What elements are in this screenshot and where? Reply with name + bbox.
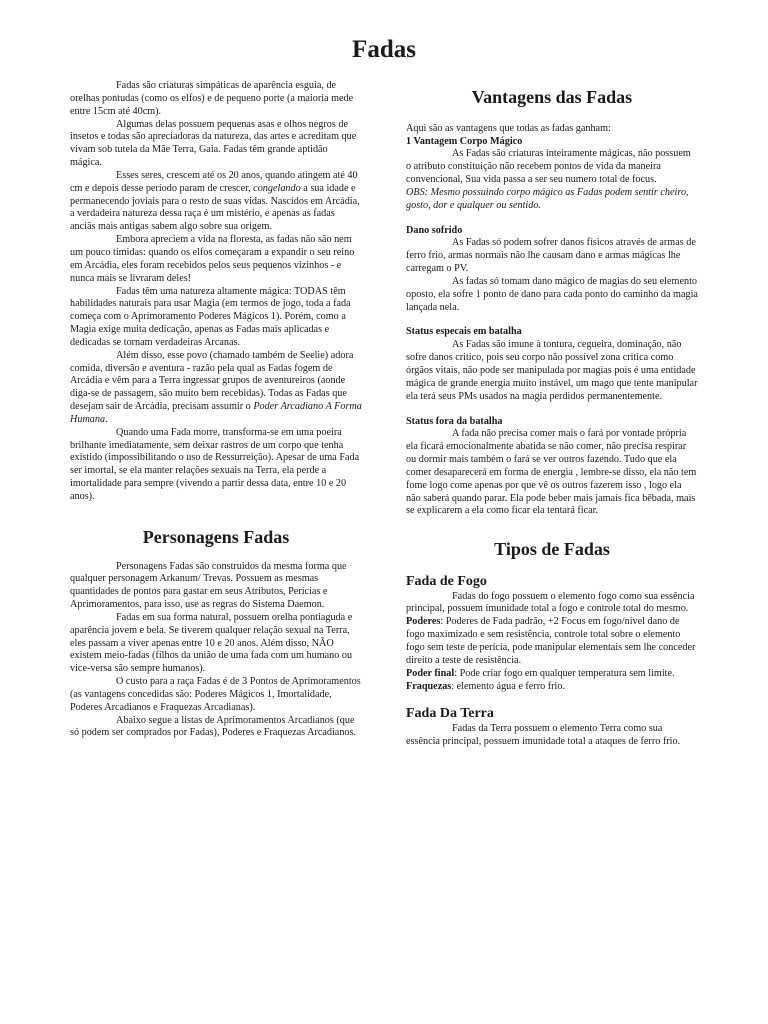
section-title-tipos: Tipos de Fadas bbox=[494, 539, 610, 560]
paragraph bbox=[406, 681, 698, 694]
text-run: : Poderes de Fada padrão, +2 Focus em fogo/nível dano de fogo maximizado e sem resistência, controle total sobre o elemento fogo sem teste de perícia, pode manipular elementais sem lhe conceder direito a teste de resistência. bbox=[406, 616, 696, 666]
paragraph: Quando uma Fada morre, transforma-se em uma poeira brilhante imediatamente, sem deixar rastros de um corpo que tenha existido (impossibilitando o uso de Ressurreição). Apesar de uma Fada ser imortal, se ela manter relações sexuais na Terra, ela perde a imortalidade para sempre (vivendo a partir dessa data, entre 10 e 20 anos). bbox=[70, 426, 360, 502]
paragraph: Fadas da Terra possuem o elemento Terra como sua essência principal, possuem imunidade total a ataques de ferro frio. bbox=[406, 722, 681, 747]
text-run: a sua idade e permanecendo joviais para o resto de suas vidas. Nascidos em Arcádia, a verdadeira natureza dessa raça é um mistério, e apenas as fadas anciãs mais antigas sabem algo sobre sua origem. bbox=[70, 182, 360, 233]
bold-label: Poder final bbox=[406, 667, 455, 679]
subsection-title: Dano sofrido bbox=[406, 224, 463, 236]
subsection-title: Status fora da batalha bbox=[406, 415, 503, 427]
paragraph bbox=[70, 170, 362, 234]
text-run: : elemento água e ferro frio. bbox=[451, 680, 565, 692]
subsection-title: Status especais em batalha bbox=[406, 326, 522, 338]
paragraph: Fadas têm uma natureza altamente mágica: TODAS têm habilidades naturais para usar Magia (em termos de jogo, toda a fada começa com o Aprimoramento Poderes Mágicos 1). Porém, como a Magia exige muita dedicação, apenas as Fadas mais aplicadas e dedicadas se tornam verdadeiras Arcanas. bbox=[70, 285, 351, 348]
paragraph bbox=[406, 616, 698, 667]
obs-note: OBS: Mesmo possuindo corpo mágico as Fadas podem sentir cheiro, gosto, dor e qualquer ou sentido. bbox=[406, 186, 689, 211]
italic-text: Poder Arcadiano A Forma Humana bbox=[70, 401, 362, 425]
paragraph: Fadas são criaturas simpáticas de aparência esguia, de orelhas pontudas (como os elfos) e de pequeno porte (a maioria mede entre 15cm até 40cm). bbox=[70, 80, 354, 117]
section-title-vantagens: Vantagens das Fadas bbox=[471, 87, 633, 107]
paragraph: Fadas do fogo possuem o elemento fogo como sua essência principal, possuem imunidade total a fogo e controle total do mesmo. bbox=[406, 590, 695, 615]
text-run: Além disso, esse povo (chamado também de Seelie) adora comida, diversão e aventura - razão pela qual as Fadas fogem de Arcádia e vêm para a Terra ingressar grupos de aventureiros (aonde diga-se de passagem, são muito bem recebidas). Todas as Fadas que desejam sair de Arcádia, precisam assumir o bbox=[70, 349, 354, 413]
text-run: Esses seres, crescem até os 20 anos, quando atingem até 40 cm e depois desse período param de crescer, bbox=[70, 169, 358, 194]
right-column bbox=[406, 86, 698, 749]
text-run: : Pode criar fogo em qualquer temperatura sem limite. bbox=[454, 667, 675, 679]
left-column bbox=[70, 80, 362, 740]
paragraph: As Fadas são criaturas inteiramente mágicas, não possuem o atributo constituição não recebem pontos de vida da maneira convencional, Sua vida passa a ser seu numero total de focus. bbox=[406, 148, 691, 186]
fada-terra-title: Fada Da Terra bbox=[406, 706, 494, 722]
paragraph: Fadas em sua forma natural, possuem orelha pontiaguda e aparência jovem e bela. Se tiverem qualquer relação sexual na Terra, eles passam a viver apenas entre 10 e 20 anos. Além disso, NÃO existem meio-fadas (filhos da união de uma fada com um humano ou vice-versa são sempre humanos). bbox=[70, 611, 353, 675]
paragraph: Embora apreciem a vida na floresta, as fadas não são nem um pouco tímidas: quando os elfos começaram a expandir o seu reino em Arcádia, eles foram recebidos pelos seus pequenos vizinhos - e nunca mais se livraram deles! bbox=[70, 234, 355, 284]
bold-label: Fraquezas bbox=[406, 680, 452, 692]
paragraph: As Fadas só podem sofrer danos físicos através de armas de ferro frio, armas normais não lhe causam dano e armas mágicas lhe carregam o PV. bbox=[406, 237, 696, 275]
italic-text: congelando bbox=[253, 182, 301, 194]
subsection-title: 1 Vantagem Corpo Mágico bbox=[406, 135, 523, 147]
section-title-personagens: Personagens Fadas bbox=[142, 526, 290, 547]
paragraph bbox=[70, 350, 362, 427]
text-run: . bbox=[105, 413, 108, 425]
page-title: Fadas bbox=[352, 36, 416, 63]
paragraph: As Fadas são imune à tontura, cegueira, dominação, não sofre danos critico, pois seu corpo não possível zona critica como órgãos vitais, não pode ser manipulada por magias pois é uma entidade mágica de grande energia muito instável, um mago que tente manipular ela terá seus PMs usados na magia perdidos permanentemente. bbox=[406, 339, 698, 402]
paragraph bbox=[406, 668, 698, 681]
fada-fogo-title: Fada de Fogo bbox=[406, 573, 487, 589]
paragraph: O custo para a raça Fadas é de 3 Pontos de Aprimoramentos (as vantagens concedidas são: Poderes Mágicos 1, Imortalidade, Poderes Arcadianos e Fraquezas Arcadianas). bbox=[70, 676, 361, 713]
paragraph: Personagens Fadas são construidos da mesma forma que qualquer personagem Arkanum/ Trevas. Possuem as mesmas quantidades de pontos para gastar em seus Atributos, Perícias e Aprimoramentos, para isso, use as regras do Sistema Daemon. bbox=[70, 560, 347, 611]
paragraph: Algumas delas possuem pequenas asas e olhos negros de insetos e todas são apreciadoras da natureza, das artes e acreditam que vivam sob tutela da Mãe Terra, Gaia. Fadas têm grande aptidão mágica. bbox=[70, 118, 357, 169]
paragraph: As fadas só tomam dano mágico de magias do seu elemento oposto, ela sofre 1 ponto de dano para cada ponto do caminho da magia lançada nela. bbox=[406, 275, 698, 313]
bold-label: Poderes bbox=[406, 616, 441, 628]
paragraph: Aqui são as vantagens que todas as fadas ganham: bbox=[406, 122, 611, 134]
paragraph: Abaixo segue a listas de Aprimoramentos Arcadianos (que só podem ser comprados por Fadas), Poderes e Fraquezas Arcadianos. bbox=[70, 714, 357, 739]
paragraph: A fada não precisa comer mais o fará por vontade própria ela ficará emocionalmente abatida se não comer, não precisa respirar ou dormir mais também o fará se ver outros fazendo. Tudo que ela comer desaparecerá em forma de energia , lembre-se disso, ela não tem fome logo come apenas por que vê os outros fazerem isso , logo ela não saberá quando parar. Ela pode beber mais jamais fica bêbada, mais se explicarem a ela como ficar ela tentará ficar. bbox=[406, 428, 697, 517]
